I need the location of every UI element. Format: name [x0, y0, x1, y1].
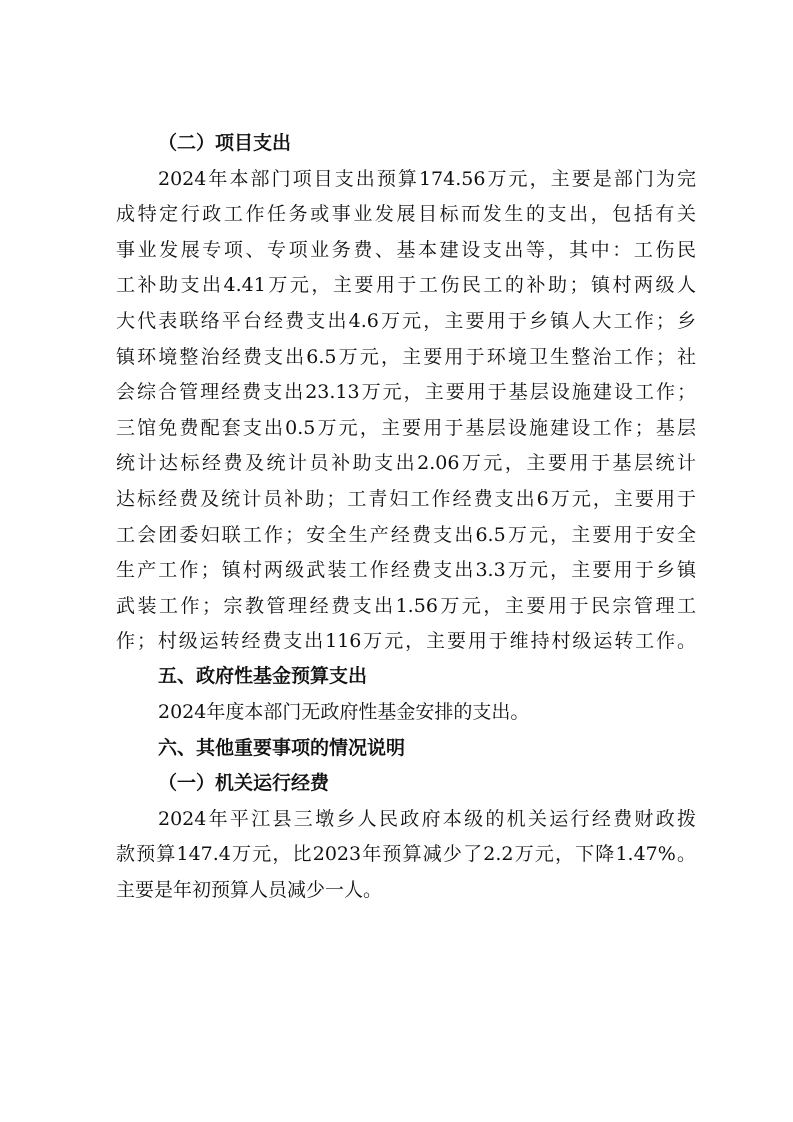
paragraph-line: 成特定行政工作任务或事业发展目标而发生的支出，包括有关	[116, 203, 696, 225]
paragraph-line: 2024年平江县三墩乡人民政府本级的机关运行经费财政拨	[158, 808, 696, 830]
paragraph-line: 款预算147.4万元，比2023年预算减少了2.2万元，下降1.47%。	[116, 843, 696, 865]
paragraph-line: 生产工作；镇村两级武装工作经费支出3.3万元，主要用于乡镇	[116, 559, 696, 581]
paragraph-line: 事业发展专项、专项业务费、基本建设支出等，其中：工伤民	[116, 239, 696, 261]
section-heading-project-expense: （二）项目支出	[158, 132, 292, 154]
paragraph-line: 工会团委妇联工作；安全生产经费支出6.5万元，主要用于安全	[116, 524, 696, 546]
paragraph-line: 达标经费及统计员补助；工青妇工作经费支出6万元，主要用于	[116, 488, 696, 510]
paragraph-line: 大代表联络平台经费支出4.6万元，主要用于乡镇人大工作；乡	[116, 310, 696, 332]
paragraph-line: 2024年本部门项目支出预算174.56万元，主要是部门为完	[158, 168, 696, 190]
paragraph-line: 三馆免费配套支出0.5万元，主要用于基层设施建设工作；基层	[116, 417, 696, 439]
paragraph-line: 工补助支出4.41万元，主要用于工伤民工的补助；镇村两级人	[116, 274, 696, 296]
paragraph-line: 统计达标经费及统计员补助支出2.06万元，主要用于基层统计	[116, 452, 696, 474]
section-heading-gov-fund: 五、政府性基金预算支出	[158, 665, 368, 687]
sub-heading-operating-cost: （一）机关运行经费	[158, 772, 330, 794]
paragraph-line: 镇环境整治经费支出6.5万元，主要用于环境卫生整治工作；社	[116, 346, 696, 368]
paragraph-line: 2024年度本部门无政府性基金安排的支出。	[158, 701, 530, 723]
paragraph-line: 会综合管理经费支出23.13万元，主要用于基层设施建设工作；	[116, 381, 696, 403]
paragraph-line: 武装工作；宗教管理经费支出1.56万元，主要用于民宗管理工	[116, 595, 696, 617]
section-heading-other: 六、其他重要事项的情况说明	[158, 737, 406, 759]
paragraph-line: 主要是年初预算人员减少一人。	[116, 879, 383, 901]
paragraph-line: 作；村级运转经费支出116万元，主要用于维持村级运转工作。	[116, 630, 696, 652]
